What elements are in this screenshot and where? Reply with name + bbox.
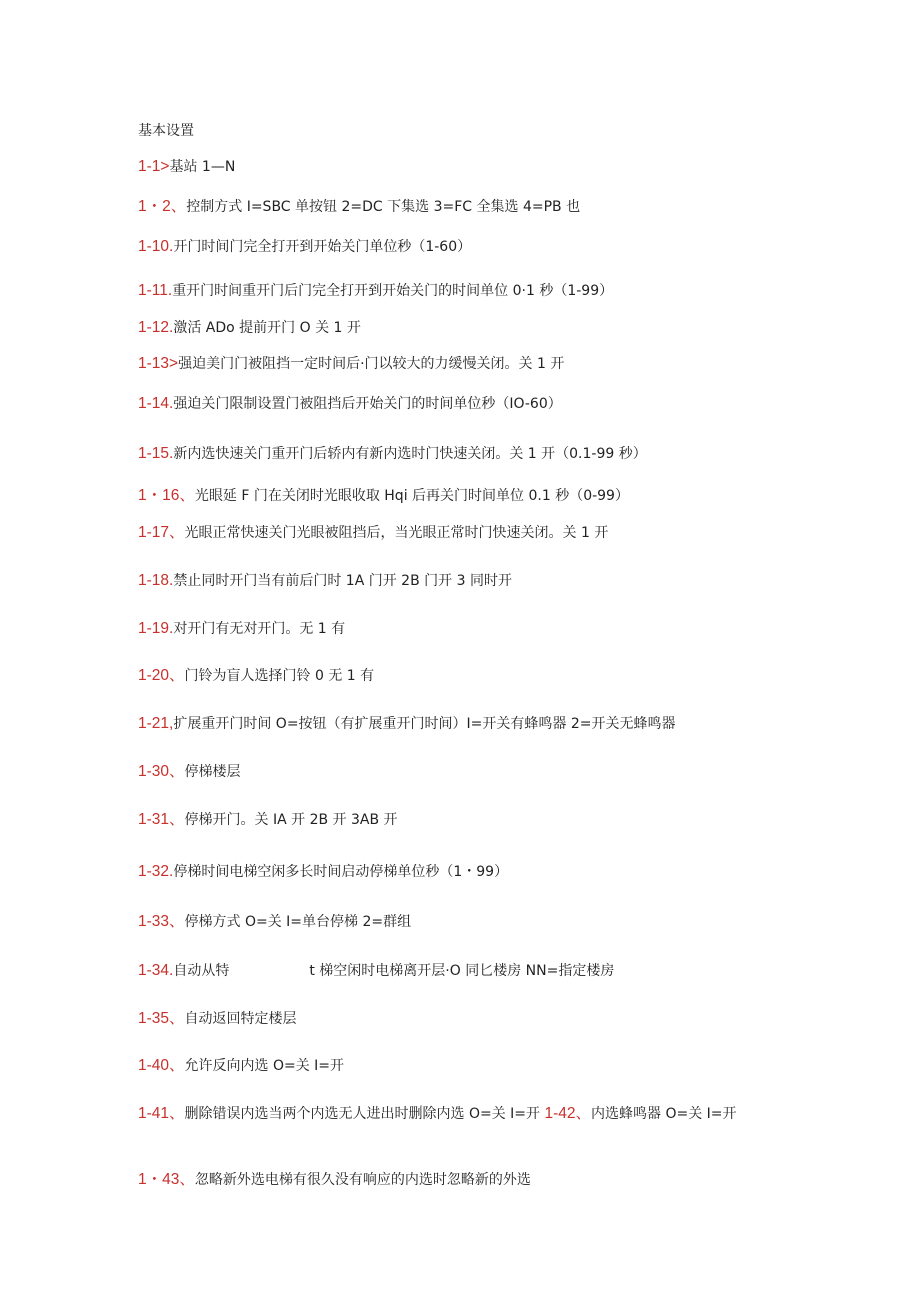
setting-line <box>138 961 614 981</box>
setting-line <box>138 571 512 591</box>
setting-code: 1-15. <box>138 445 174 462</box>
setting-code: 1・16、 <box>138 487 195 504</box>
setting-line <box>138 810 398 830</box>
setting-text: 光眼延 F 门在关闭时光眼收取 Hqi 后再关门时间单位 0.1 秒（0-99） <box>194 488 629 504</box>
setting-text: 新内选快速关门重开门后轿内有新内选时门快速关闭。关 1 开（0.1-99 秒） <box>173 446 647 462</box>
setting-text: 忽略新外选电梯有很久没有响应的内选时忽略新的外选 <box>194 1172 531 1188</box>
setting-text: 重开门时间重开门后门完全打开到开始关门的时间单位 0·1 秒（1-99） <box>172 283 614 299</box>
setting-line <box>138 1009 297 1029</box>
setting-line <box>138 714 676 734</box>
setting-text: 扩展重开门时间 O=按钮（有扩展重开门时间）I=开关有蜂鸣器 2=开关无蜂鸣器 <box>173 716 676 732</box>
setting-line <box>138 157 235 177</box>
setting-text-secondary: 内选蜂鸣器 O=关 I=开 <box>591 1106 737 1122</box>
setting-code: 1-34. <box>138 962 174 979</box>
setting-line <box>138 394 562 414</box>
setting-text: 激活 ADo 提前开门 O 关 1 开 <box>173 320 361 336</box>
setting-line <box>138 762 241 782</box>
setting-line <box>138 237 471 257</box>
setting-line <box>138 354 564 374</box>
setting-text: 停梯楼层 <box>184 764 241 780</box>
setting-line <box>138 281 613 301</box>
setting-text: 对开门有无对开门。无 1 有 <box>173 621 346 637</box>
setting-code: 1-31、 <box>138 811 185 828</box>
setting-text: 自动从特 <box>173 963 230 979</box>
setting-line <box>138 1056 344 1076</box>
setting-code: 1-1> <box>138 158 170 175</box>
setting-code: 1-12. <box>138 319 174 336</box>
setting-code: 1-11. <box>138 282 173 299</box>
setting-text: 自动返回特定楼层 <box>184 1011 297 1027</box>
setting-code: 1-18. <box>138 572 174 589</box>
setting-text: 禁止同时开门当有前后门时 1A 门开 2B 门开 3 同时开 <box>173 573 512 589</box>
setting-line <box>138 666 374 686</box>
setting-text: 强迫关门限制设置门被阻挡后开始关门的时间单位秒（IO-60） <box>173 396 562 412</box>
setting-text: 控制方式 I=SBC 单按钮 2=DC 下集选 3=FC 全集选 4=PB 也 <box>186 199 581 215</box>
setting-code-secondary: 1-42、 <box>544 1105 592 1122</box>
setting-text: 光眼正常快速关门光眼被阻挡后，当光眼正常时门快速关闭。关 1 开 <box>184 525 609 541</box>
section-heading: 基本设置 <box>138 123 194 139</box>
setting-code: 1-33、 <box>138 913 185 930</box>
setting-code: 1-14. <box>138 395 174 412</box>
setting-code: 1-20、 <box>138 667 185 684</box>
setting-code: 1-32. <box>138 863 174 880</box>
setting-code: 1-40、 <box>138 1057 185 1074</box>
setting-line <box>138 1170 531 1190</box>
setting-code: 1-10. <box>138 238 174 255</box>
setting-line <box>138 486 629 506</box>
setting-code: 1-35、 <box>138 1010 185 1027</box>
setting-line <box>138 862 508 882</box>
setting-text: 强迫美门门被阻挡一定时间后·门以较大的力缓慢关闭。关 1 开 <box>178 356 565 372</box>
setting-text: 门铃为盲人选择门铃 0 无 1 有 <box>184 668 375 684</box>
setting-text: 停梯方式 O=关 I=单台停梯 2=群组 <box>184 914 412 930</box>
setting-code: 1-21, <box>138 715 174 732</box>
setting-line <box>138 912 411 932</box>
setting-line <box>138 523 608 543</box>
setting-code: 1・2、 <box>138 198 187 215</box>
setting-text: 允许反向内选 O=关 I=开 <box>184 1058 345 1074</box>
setting-text: 停梯开门。关 IA 开 2B 开 3AB 开 <box>184 812 398 828</box>
setting-text: 开门时间门完全打开到开始关门单位秒（1-60） <box>173 239 472 255</box>
setting-text-continued: t 梯空闲时电梯离开层·O 同匕楼房 NN=指定楼房 <box>309 963 615 979</box>
setting-text: 基站 1—N <box>169 159 236 175</box>
setting-text: 删除错误内选当两个内选无人进出时删除内选 O=关 I=开 <box>184 1106 541 1122</box>
setting-line <box>138 1104 737 1124</box>
setting-line <box>138 197 580 217</box>
setting-text: 停梯时间电梯空闲多长时间启动停梯单位秒（1・99） <box>173 864 509 880</box>
setting-code: 1-41、 <box>138 1105 185 1122</box>
setting-code: 1-13> <box>138 355 179 372</box>
setting-line <box>138 619 345 639</box>
setting-code: 1-30、 <box>138 763 185 780</box>
setting-line <box>138 318 361 338</box>
setting-code: 1-19. <box>138 620 174 637</box>
setting-code: 1-17、 <box>138 524 185 541</box>
setting-line <box>138 444 647 464</box>
setting-code: 1・43、 <box>138 1171 195 1188</box>
